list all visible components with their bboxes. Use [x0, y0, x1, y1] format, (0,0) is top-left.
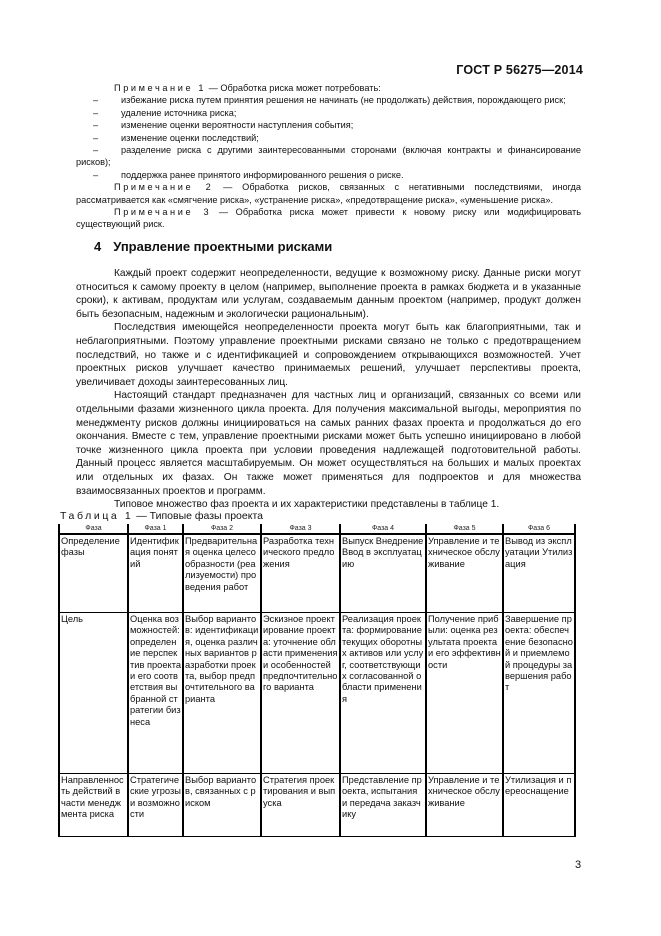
- list-item: [76, 169, 581, 181]
- table-cell: Цель: [59, 613, 128, 774]
- note-2-label: Примечание 2: [114, 182, 214, 193]
- list-item-text: изменение оценки вероятности наступления события;: [121, 120, 354, 131]
- paragraph: Типовое множество фаз проекта и их характеристики представлены в таблице 1.: [114, 499, 500, 511]
- table-caption-label: Таблица 1: [60, 510, 134, 522]
- note-1-label: Примечание 1: [114, 83, 207, 93]
- table-cell: Определение фазы: [59, 534, 128, 613]
- table-cell: Стратегия проектирования и выпуска: [261, 774, 340, 837]
- note-2-text: — Обработка рисков, связанных с негативными последствиями, иногда рассматривается как «смягчение риска», «устранение риска», «предотвращение риска», «уменьшение риска».: [76, 182, 581, 205]
- note-3-label: Примечание 3: [114, 207, 212, 218]
- note-3: [76, 206, 581, 231]
- notes-block: [76, 82, 581, 231]
- table-cell: Вывод из эксплуатации Утилизация: [503, 534, 575, 613]
- table-cell: Управление и техническое обслуживание: [426, 534, 503, 613]
- dash-bullet-icon: –: [93, 95, 99, 106]
- table-cell: Получение прибыли: оценка результата проекта и его эффективности: [426, 613, 503, 774]
- table-row: [59, 613, 575, 774]
- table-row: [59, 774, 575, 837]
- dash-bullet-icon: –: [93, 145, 99, 156]
- dash-bullet-icon: –: [93, 120, 99, 131]
- column-header: Фаза 2: [183, 524, 261, 534]
- phases-table: [58, 524, 576, 837]
- section-number: 4: [94, 239, 102, 254]
- dash-bullet-icon: –: [93, 132, 99, 143]
- column-header: Фаза 4: [340, 524, 426, 534]
- table-cell: Предварительная оценка целесообразности (реализуемости) проведения работ: [183, 534, 261, 613]
- note-2: [76, 181, 581, 206]
- column-header: Фаза 3: [261, 524, 340, 534]
- table-cell: Реализация проекта: формирование текущих оборотных активов или услуг, соответствующих согласованной области применения: [340, 613, 426, 774]
- table-cell: Разработка технического предложения: [261, 534, 340, 613]
- section-title: Управление проектными рисками: [113, 239, 333, 254]
- list-item: [76, 94, 581, 106]
- table-cell: Оценка возможностей: определение перспектив проекта и его соответствия выбранной стратегии бизнеса: [128, 613, 183, 774]
- dash-bullet-icon: –: [93, 169, 99, 180]
- page-number: 3: [575, 859, 582, 871]
- column-header: Фаза 1: [128, 524, 183, 534]
- list-item: [76, 119, 581, 131]
- table-row: [59, 534, 575, 613]
- list-item-text: поддержка ранее принятого информированного решения о риске.: [121, 169, 404, 180]
- note-1-text: — Обработка риска может потребовать:: [206, 83, 381, 93]
- section-heading: [94, 239, 332, 254]
- table-cell: Выбор вариантов: идентификация, оценка различных вариантов разработки проекта, выбор предпочтительного варианта: [183, 613, 261, 774]
- column-header: Фаза 5: [426, 524, 503, 534]
- table-cell: Представление проекта, испытания и передача заказчику: [340, 774, 426, 837]
- list-item: [76, 144, 581, 169]
- table-caption-text: — Типовые фазы проекта: [133, 510, 263, 522]
- list-item-text: разделение риска с другими заинтересованными сторонами (включая контракты и финансирование рисков);: [76, 145, 581, 168]
- table-cell: Выбор вариантов, связанных с риском: [183, 774, 261, 837]
- standard-code: ГОСТ Р 56275—2014: [456, 63, 583, 77]
- dash-bullet-icon: –: [93, 107, 99, 118]
- note-1: [76, 82, 581, 94]
- table-cell: Утилизация и переоснащение: [503, 774, 575, 837]
- list-item-text: удаление источника риска;: [121, 107, 237, 118]
- paragraph: Каждый проект содержит неопределенности, ведущие к возможному риску. Данные риски могут относиться к самому проекту в целом (например, выполнение проекта в рамках бюджета и в указанные сроки), к активам, продуктам или услугам, создаваемым данным проектом (например, продукт должен быть безопасным, надежным и экологически рациональным).: [76, 268, 581, 320]
- table-cell: Выпуск Внедрение Ввод в эксплуатацию: [340, 534, 426, 613]
- note-3-text: — Обработка риска может привести к новому риску или модифицировать существующий риск.: [76, 207, 581, 230]
- table-cell: Направленность действий в части менеджмента риска: [59, 774, 128, 837]
- list-item: [76, 132, 581, 144]
- column-header: Фаза: [59, 524, 128, 534]
- paragraph: Настоящий стандарт предназначен для частных лиц и организаций, связанных со всеми или отдельными фазами жизненного цикла проекта. Для получения максимальной выгоды, мероприятия по менеджменту рисков должны инициироваться на самых ранних фазах проекта и продолжаться до его окончания. Вместе с тем, управление проектными рисками может быть успешно инициировано в любой точке жизненного цикла проекта при условии проведения надлежащей подготовительной работы. Данный процесс является масштабируемым. Он может осуществляться на больших и малых проектах или отдельных их фазах. Он также может применяться для подпроектов и для множества взаимосвязанных проектов и программ.: [76, 390, 581, 497]
- table-cell: Завершение проекта: обеспечение безопасной и приемлемой процедуры завершения работ: [503, 613, 575, 774]
- paragraph: Последствия имеющейся неопределенности проекта могут быть как благоприятными, так и неблагоприятными. Поэтому управление проектными рисками связано не только с предотвращением последствий, но также и с идентификацией и сопровождением открывающихся возможностей. Учет проектных рисков улучшает качество принимаемых решений, улучшает перспективы проекта, увеличивает доходы заинтересованных лиц.: [76, 322, 581, 388]
- section-body: [76, 267, 581, 512]
- list-item: [76, 107, 581, 119]
- table-cell: Эскизное проектирование проекта: уточнение области применения и особенностей предпочтительного варианта: [261, 613, 340, 774]
- table-header-row: [59, 524, 575, 534]
- list-item-text: изменение оценки последствий;: [121, 132, 259, 143]
- column-header: Фаза 6: [503, 524, 575, 534]
- table-caption: [60, 510, 263, 522]
- table-cell: Стратегические угрозы и возможности: [128, 774, 183, 837]
- table-cell: Управление и техническое обслуживание: [426, 774, 503, 837]
- table-cell: Идентификация понятий: [128, 534, 183, 613]
- list-item-text: избежание риска путем принятия решения не начинать (не продолжать) действия, порождающего риск;: [121, 95, 566, 106]
